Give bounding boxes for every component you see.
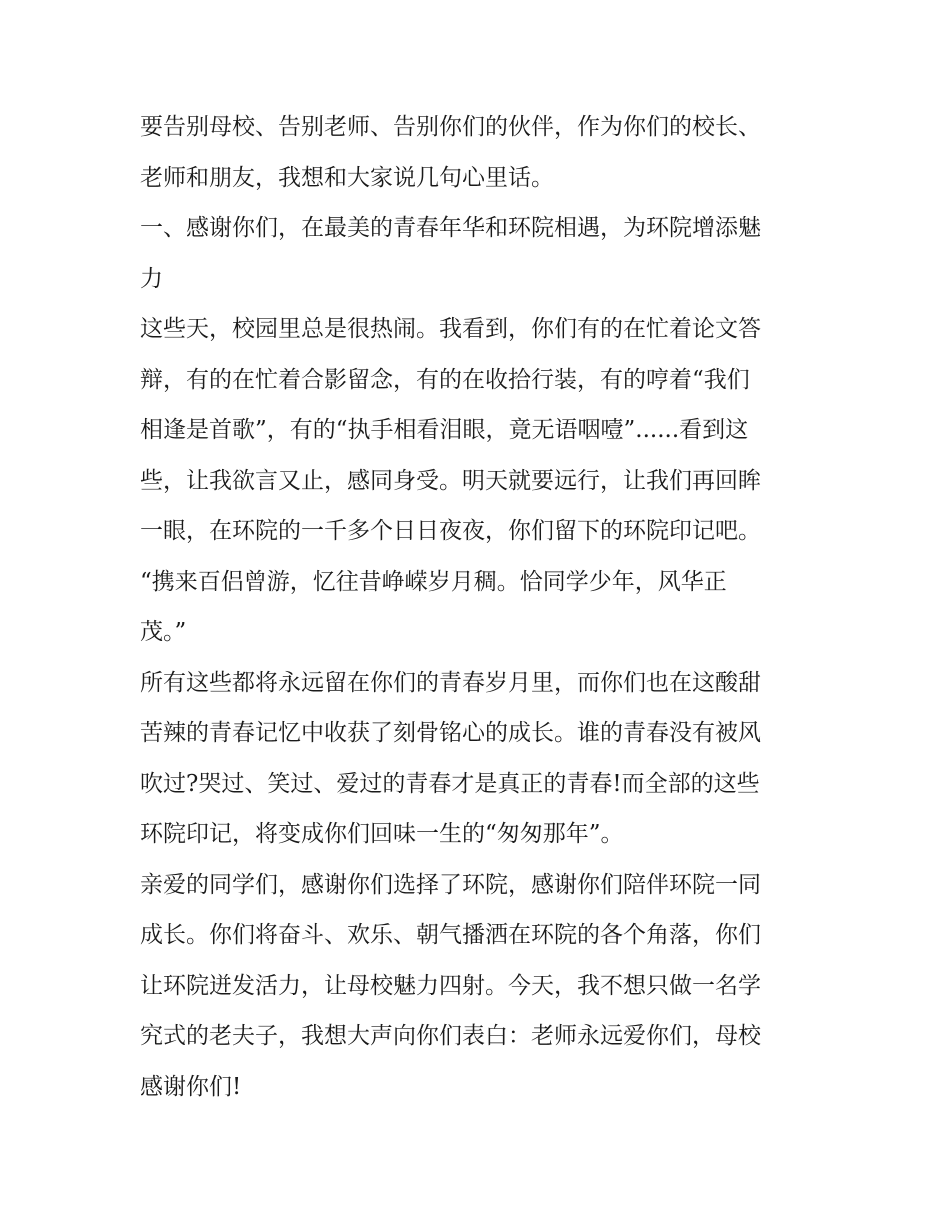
text-line: 这些天，校园里总是很热闹。我看到，你们有的在忙着论文答 <box>140 316 761 342</box>
quote-line: 茂。” <box>140 619 187 645</box>
text-line: 老师和朋友，我想和大家说几句心里话。 <box>140 164 554 191</box>
text-line: 苦辣的青春记忆中收获了刻骨铭心的成长。谁的青春没有被风 <box>140 720 761 746</box>
text-line: 究式的老夫子，我想大声向你们表白：老师永远爱你们，母校 <box>140 1023 761 1049</box>
text-line: 吹过?哭过、笑过、爱过的青春才是真正的青春!而全部的这些 <box>140 770 760 797</box>
text-line: 环院印记，将变成你们回味一生的“匆匆那年”。 <box>140 821 624 847</box>
quote-line: “携来百侣曾游，忆往昔峥嵘岁月稠。恰同学少年，风华正 <box>140 568 727 595</box>
text-line: 些，让我欲言又止，感同身受。明天就要远行，让我们再回眸 <box>140 467 761 494</box>
text-line: 所有这些都将永远留在你们的青春岁月里，而你们也在这酸甜 <box>140 669 761 696</box>
section-heading: 力 <box>140 265 163 292</box>
text-line: 让环院迸发活力，让母校魅力四射。今天，我不想只做一名学 <box>140 972 761 999</box>
text-line: 辩，有的在忙着合影留念，有的在收拾行装，有的哼着“我们 <box>140 366 750 393</box>
text-line: 要告别母校、告别老师、告别你们的伙伴，作为你们的校长、 <box>140 114 761 140</box>
text-line: 一眼，在环院的一千多个日日夜夜，你们留下的环院印记吧。 <box>140 518 761 544</box>
text-line: 成长。你们将奋斗、欢乐、朝气播洒在环院的各个角落，你们 <box>140 922 761 948</box>
section-heading: 一、感谢你们，在最美的青春年华和环院相遇，为环院增添魅 <box>140 215 761 241</box>
text-line: 相逢是首歌”，有的“执手相看泪眼，竟无语咽噎”......看到这 <box>140 417 749 443</box>
text-line: 感谢你们! <box>140 1073 242 1100</box>
text-line: 亲爱的同学们，感谢你们选择了环院，感谢你们陪伴环院一同 <box>140 871 761 898</box>
document-body <box>140 102 820 1112</box>
